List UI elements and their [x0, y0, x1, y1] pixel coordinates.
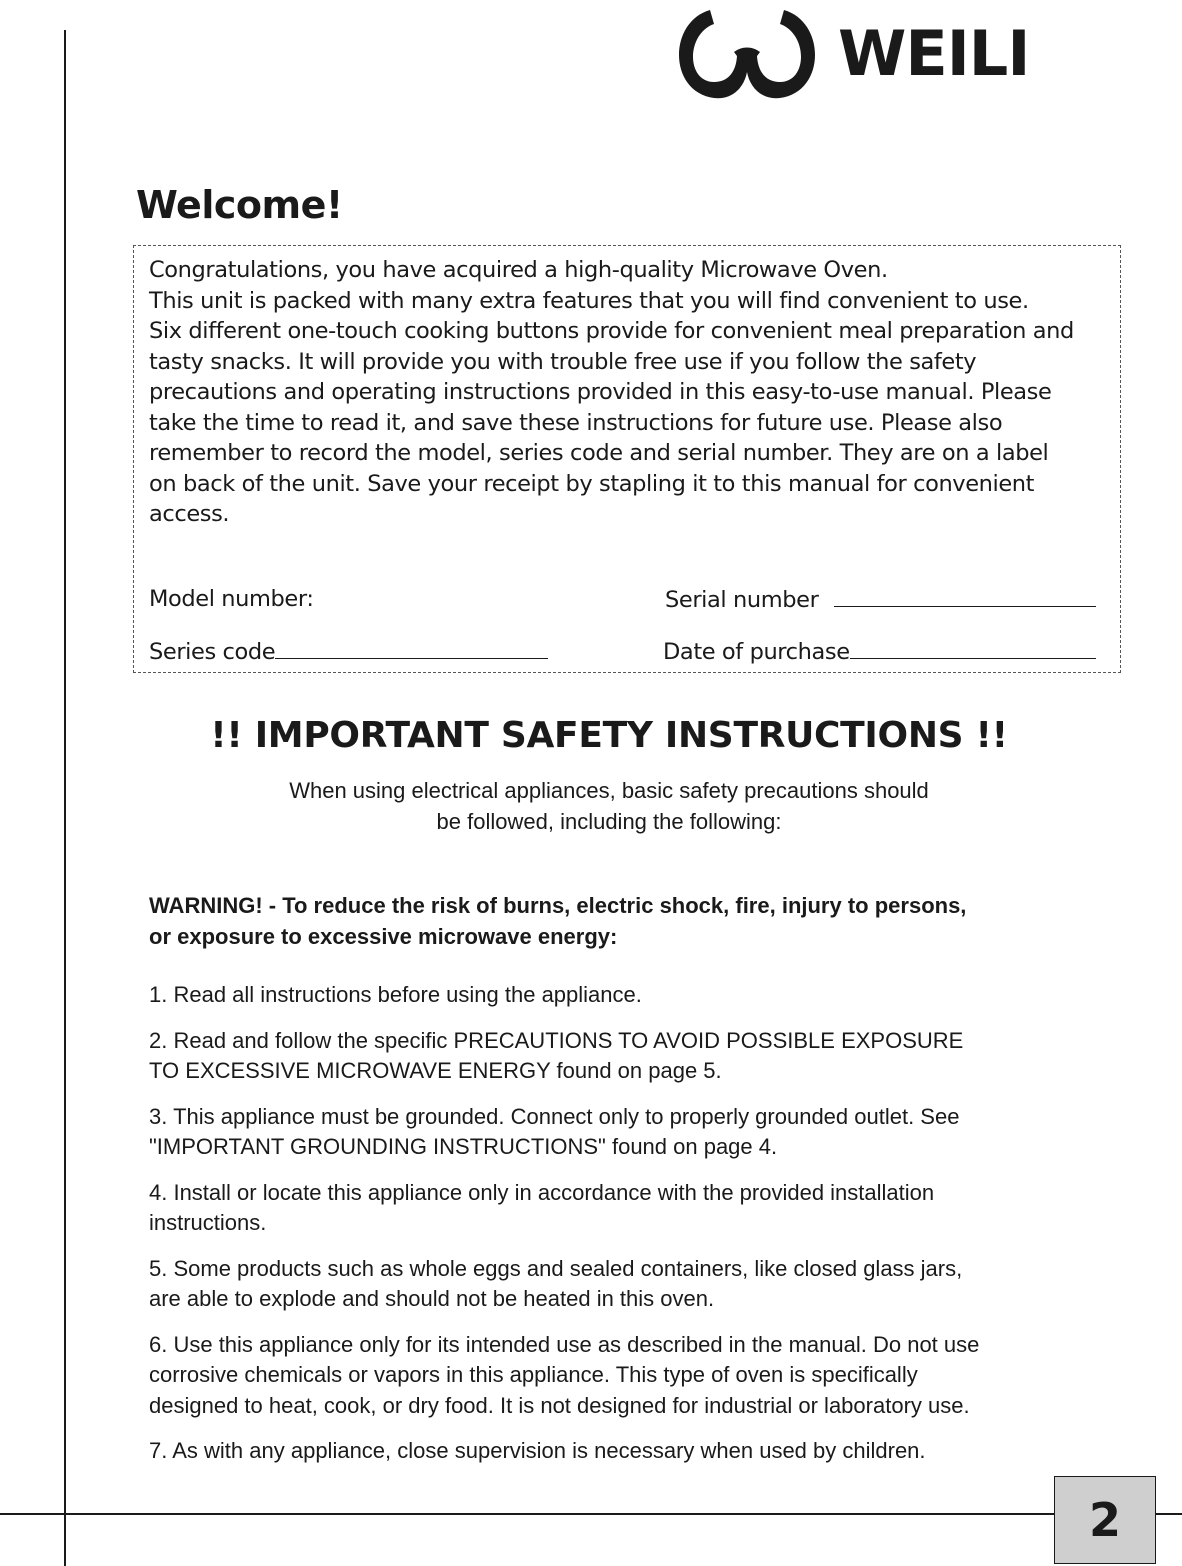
brand-name: WEILI	[838, 17, 1030, 90]
list-item: 7. As with any appliance, close supervision is necessary when used by children.	[149, 1438, 926, 1463]
model-number-field	[149, 584, 314, 614]
footer-rule	[0, 1513, 1182, 1515]
intro-paragraph: Congratulations, you have acquired a high-quality Microwave Oven. This unit is packed with many extra features that you will find convenient to use. Six different one-touch cooking buttons provide for convenient meal preparation and tasty snacks. It will provide you with trouble free use if you follow the safety precautions and operating instructions provided in this easy-to-use manual. Please take the time to read it, and save these instructions for future use. Please also remember to record the model, series code and serial number. They are on a label on back of the unit. Save your receipt by stapling it to this manual for convenient access.	[149, 257, 1074, 527]
list-item: 3. This appliance must be grounded. Connect only to properly grounded outlet. See "IMPORTANT GROUNDING INSTRUCTIONS" found on page 4.	[149, 1103, 960, 1159]
safety-subheading: When using electrical appliances, basic safety precautions should be followed, including the following:	[289, 778, 929, 834]
welcome-title: Welcome!	[136, 183, 343, 227]
safety-instructions-list	[149, 980, 1139, 1467]
list-item: 1. Read all instructions before using the appliance.	[149, 982, 642, 1007]
date-of-purchase-blank	[850, 636, 1096, 659]
serial-number-label: Serial number	[665, 587, 819, 613]
serial-number-field	[665, 584, 1096, 615]
list-item: 4. Install or locate this appliance only in accordance with the provided installation instructions.	[149, 1179, 935, 1235]
list-item: 6. Use this appliance only for its intended use as described in the manual. Do not use corrosive chemicals or vapors in this appliance. This type of oven is specifically designed to heat, cook, or dry food. It is not designed for industrial or laboratory use.	[149, 1331, 980, 1418]
safety-heading: !! IMPORTANT SAFETY INSTRUCTIONS !!	[210, 715, 1008, 756]
brand-logo	[662, 0, 1062, 104]
model-number-label: Model number:	[149, 586, 314, 612]
warning-text: WARNING! - To reduce the risk of burns, electric shock, fire, injury to persons, or exposure to excessive microwave energy:	[149, 893, 967, 949]
date-of-purchase-field	[663, 636, 1096, 667]
series-code-blank	[275, 636, 548, 659]
weili-logo-mark-icon	[662, 0, 832, 104]
list-item: 2. Read and follow the specific PRECAUTIONS TO AVOID POSSIBLE EXPOSURE TO EXCESSIVE MICROWAVE ENERGY found on page 5.	[149, 1027, 964, 1083]
list-item: 5. Some products such as whole eggs and sealed containers, like closed glass jars, are able to explode and should not be heated in this oven.	[149, 1255, 963, 1311]
page-number-box	[1054, 1476, 1156, 1564]
series-code-field	[149, 636, 548, 667]
series-code-label: Series code	[149, 639, 276, 665]
page-number: 2	[1088, 1493, 1121, 1547]
serial-number-blank	[834, 584, 1096, 607]
date-of-purchase-label: Date of purchase	[663, 639, 850, 665]
margin-rule-vertical	[64, 30, 66, 1566]
